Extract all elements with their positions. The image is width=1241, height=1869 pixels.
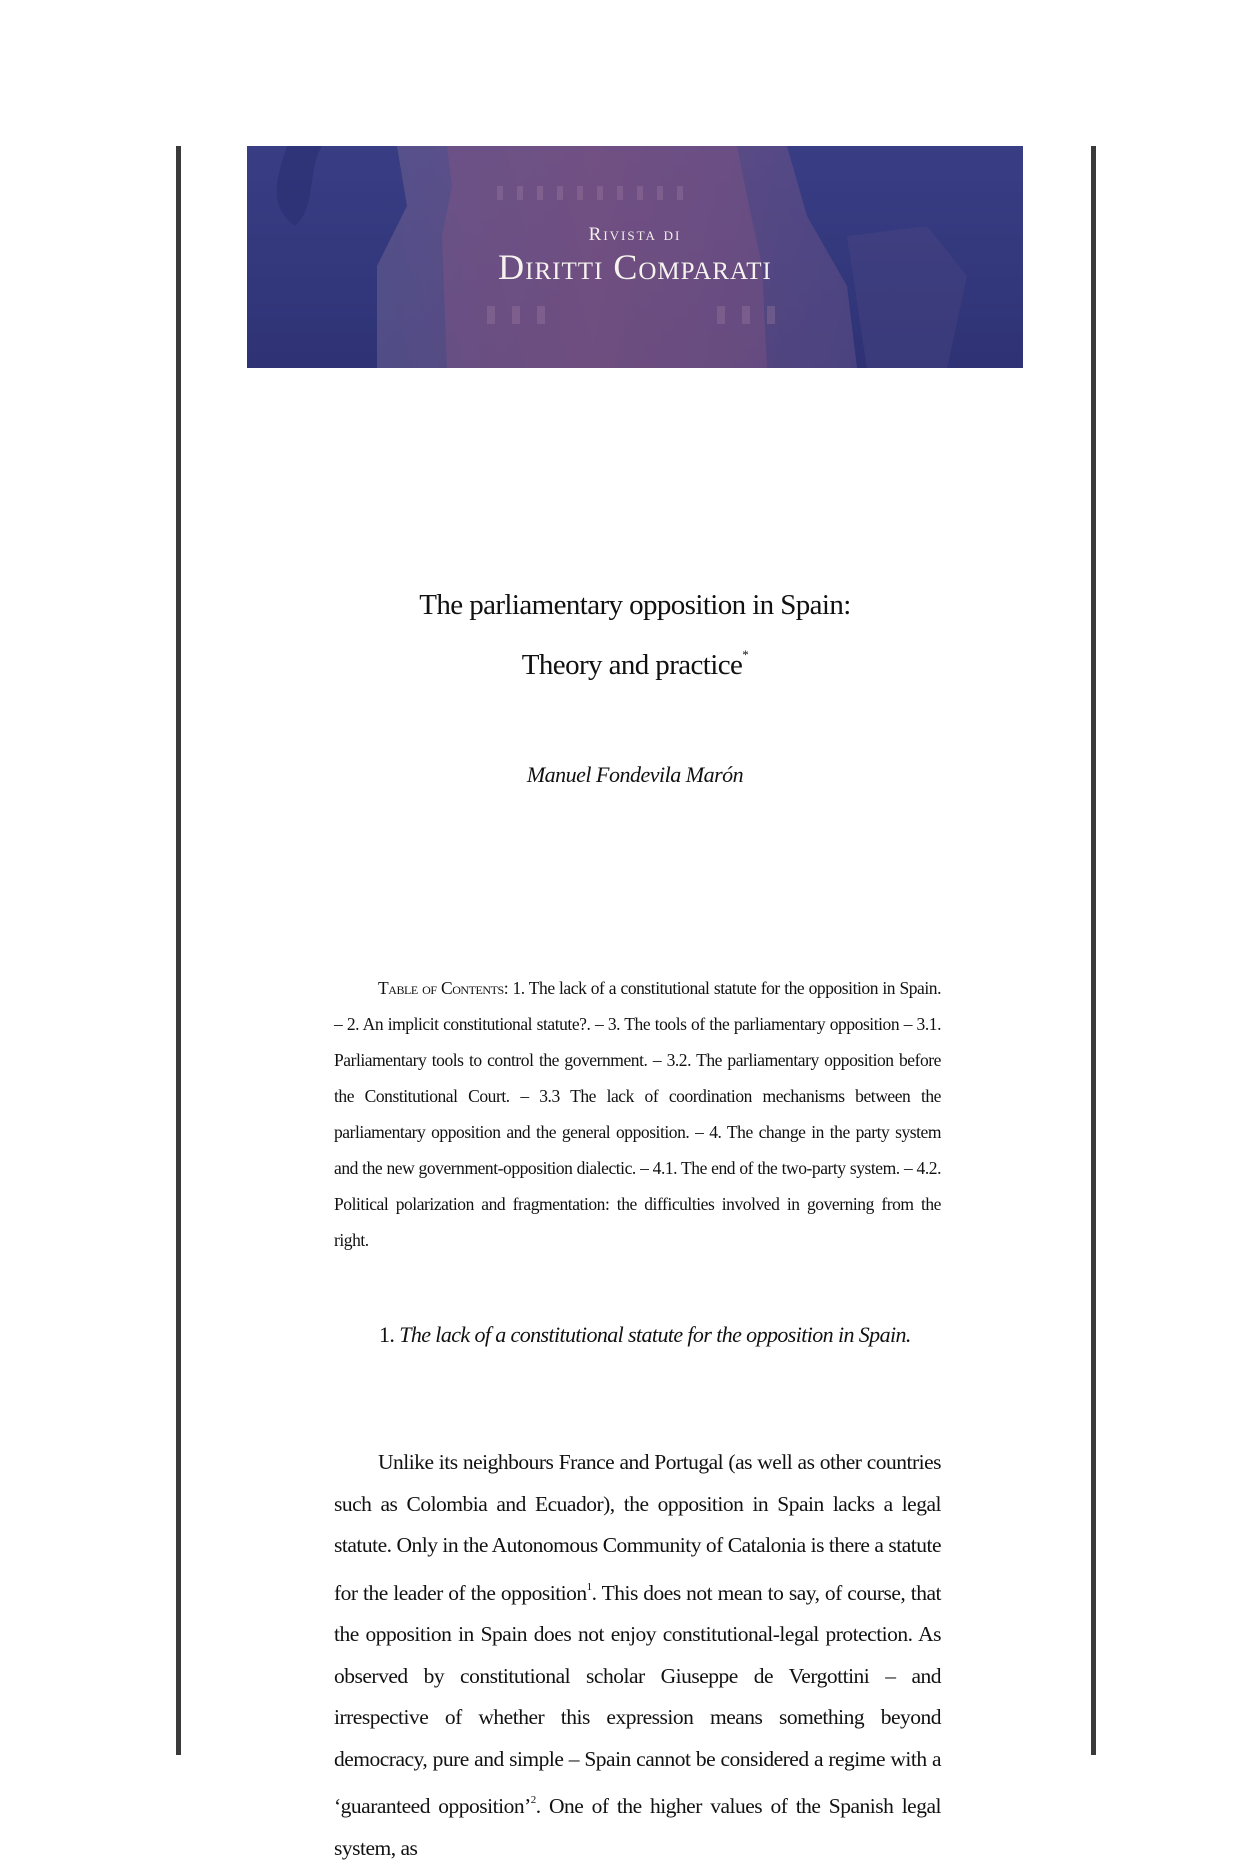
right-page-border bbox=[1091, 146, 1096, 1755]
section-title: The lack of a constitutional statute for the opposition in Spain. bbox=[399, 1322, 911, 1347]
body-text-part-2: . This does not mean to say, of course, that the opposition in Spain does not enjoy constitutional-legal protection. As observed by constitutional scholar Giuseppe de Vergottini – and irrespective of whether this expression means something beyond democracy, pure and simple – Spain cannot be considered a regime with a ‘guaranteed opposition’ bbox=[334, 1580, 942, 1818]
toc-text: 1. The lack of a constitutional statute for the opposition in Spain. – 2. An implicit constitutional statute?. – 3. The tools of the parliamentary opposition – 3.1. Parliamentary tools to control the government. – 3.2. The parliamentary opposition before the Constitutional Court. – 3.3 The lack of coordination mechanisms between the parliamentary opposition and the general opposition. – 4. The change in the party system and the new government-opposition dialectic. – 4.1. The end of the two-party system. – 4.2. Political polarization and fragmentation: the difficulties involved in governing from the right. bbox=[334, 978, 941, 1250]
body-text-part-1: Unlike its neighbours France and Portugal (as well as other countries such as Colombia and Ecuador), the opposition in Spain lacks a legal statute. Only in the Autonomous Community of Catalonia is there a statute for the leader of the opposition bbox=[334, 1450, 941, 1605]
journal-banner bbox=[247, 146, 1023, 368]
table-of-contents bbox=[334, 970, 941, 1258]
footnote-ref-1[interactable]: 1 bbox=[586, 1580, 592, 1593]
section-number: 1. bbox=[379, 1322, 400, 1347]
footnote-ref-2[interactable]: 2 bbox=[530, 1794, 536, 1806]
article-title bbox=[247, 580, 1023, 690]
title-line-1: The parliamentary opposition in Spain: bbox=[419, 589, 851, 621]
toc-label: Table of Contents: bbox=[378, 978, 509, 998]
title-line-2-text: Theory and practice bbox=[521, 649, 743, 681]
title-line-2 bbox=[247, 630, 1023, 690]
title-footnote-mark: * bbox=[742, 647, 749, 662]
body-text-part-3: . One of the higher values of the Spanish legal system, as bbox=[334, 1794, 941, 1860]
journal-name-line2: Diritti Comparati bbox=[498, 247, 772, 287]
article-author: Manuel Fondevila Marón bbox=[526, 762, 744, 787]
journal-name-line1: Rivista di bbox=[588, 224, 682, 245]
section-heading bbox=[379, 1322, 911, 1348]
left-page-border bbox=[176, 146, 181, 1755]
body-paragraph bbox=[334, 1442, 942, 1860]
